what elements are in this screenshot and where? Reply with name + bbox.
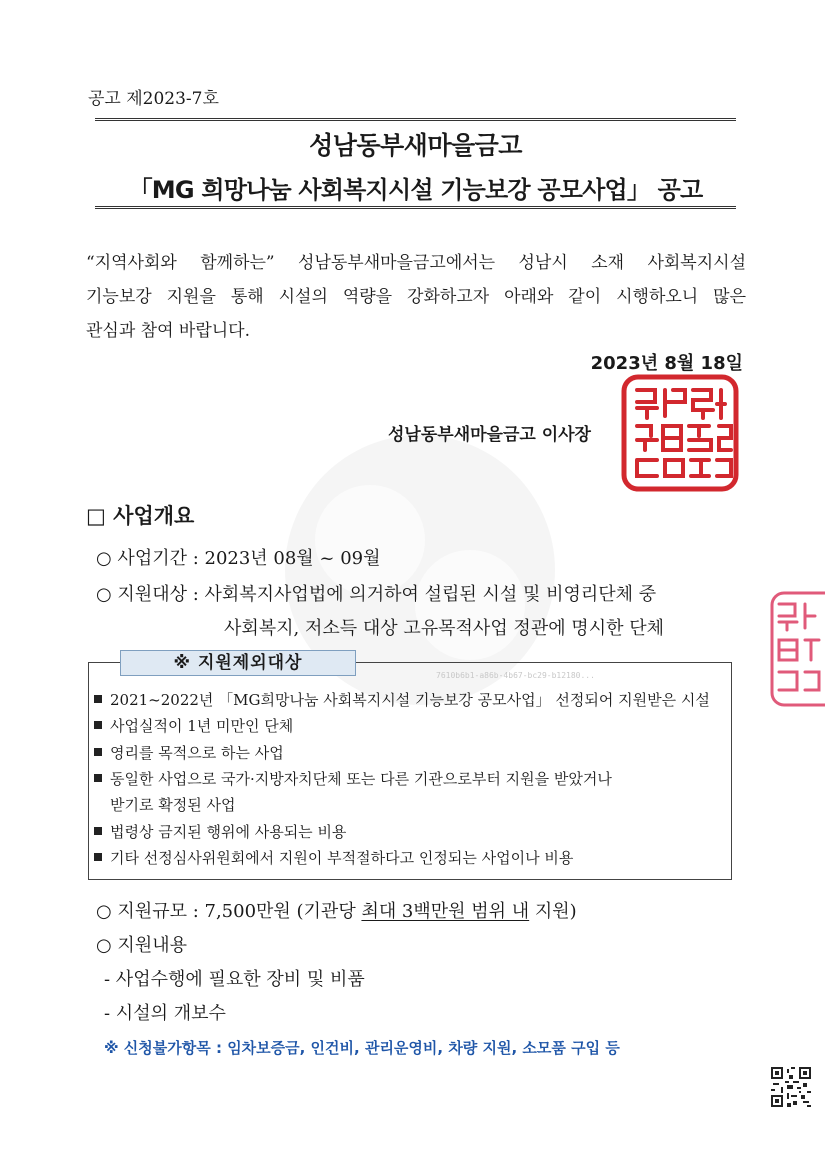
exclusion-item: 영리를 목적으로 하는 사업 [94,742,284,763]
notice-date: 2023년 8월 18일 [590,353,743,374]
support-target: ○ 지원대상 : 사회복지사업법에 의거하여 설립된 시설 및 비영리단체 중 [96,584,657,605]
exclusion-item: 사업실적이 1년 미만인 단체 [94,715,293,736]
qr-code [771,1067,811,1107]
notice-number: 공고 제2023-7호 [88,89,219,109]
exclusion-item-cont: 받기로 확정된 사업 [110,796,236,814]
bullet-square-icon [94,748,102,756]
support-content-heading: ○ 지원내용 [96,935,187,956]
intro-line: “지역사회와 함께하는” 성남동부새마을금고에서는 성남시 소재 사회복지시설 [86,253,746,273]
intro-paragraph [86,246,746,348]
support-target-cont: 사회복지, 저소득 대상 고유목적사업 정관에 명시한 단체 [224,618,664,639]
support-content-item: - 시설의 개보수 [104,1003,226,1024]
exclusion-item: 2021~2022년 「MG희망나눔 사회복지시설 기능보강 공모사업」 선정되어 지원받은 시설 [94,689,710,710]
exclusion-item: 기타 선정심사위원회에서 지원이 부적절하다고 인정되는 사업이나 비용 [94,847,573,868]
bullet-square-icon [94,774,102,782]
support-cap: 최대 3백만원 범위 내 [361,901,530,922]
intro-line: 기능보강 지원을 통해 시설의 역량을 강화하고자 아래와 같이 시행하오니 많은 [86,287,746,307]
half-seal-stamp [769,590,825,708]
title-rule-top [95,118,736,121]
project-period: ○ 사업기간 : 2023년 08월 ~ 09월 [96,548,381,569]
title-line-2: 「MG 희망나눔 사회복지시설 기능보강 공모사업」 공고 [128,176,703,204]
exclusion-item: 법령상 금지된 행위에 사용되는 비용 [94,821,346,842]
issuer-name: 성남동부새마을금고 이사장 [388,425,591,445]
exclusion-item: 동일한 사업으로 국가·지방자치단체 또는 다른 기관으로부터 지원을 받았거나 [94,768,612,789]
section-heading-overview: □ 사업개요 [86,504,195,528]
support-content-item: - 사업수행에 필요한 장비 및 비품 [104,969,365,990]
intro-line: 관심과 참여 바랍니다. [86,321,251,341]
exclusion-title: ※ 지원제외대상 [120,650,356,676]
bullet-square-icon [94,827,102,835]
title-line-1: 성남동부새마을금고 [309,131,522,160]
document-id-watermark: 7610b6b1-a86b-4b67-bc29-b12180... [436,671,595,680]
support-scale: ○ 지원규모 : 7,500만원 (기관당 최대 3백만원 범위 내 지원) [96,901,577,922]
title-rule-bottom [95,206,736,209]
not-eligible-notice: ※ 신청불가항목 : 임차보증금, 인건비, 관리운영비, 차량 지원, 소모품 구입 등 [104,1039,620,1057]
bullet-square-icon [94,721,102,729]
bullet-square-icon [94,695,102,703]
bullet-square-icon [94,853,102,861]
official-seal [621,374,739,492]
